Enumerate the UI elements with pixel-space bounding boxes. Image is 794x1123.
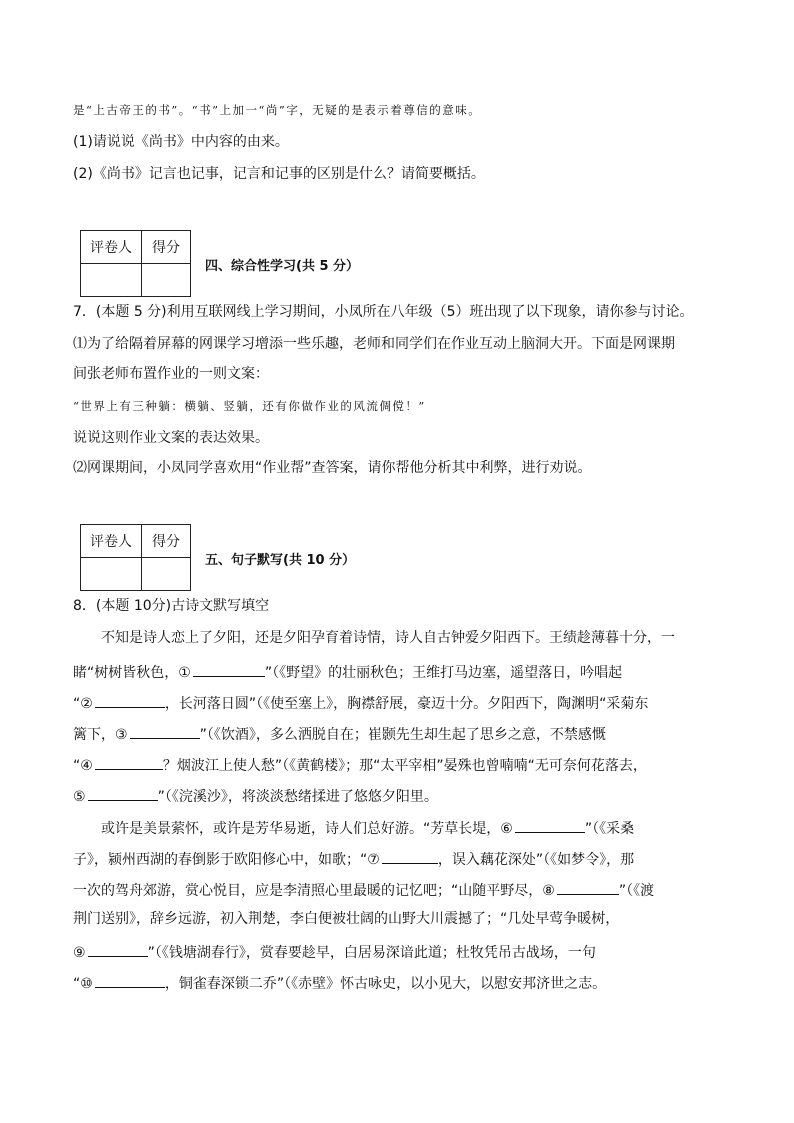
line-text-pre: “ xyxy=(73,976,81,992)
question-7-1-line-b: 间张老师布置作业的一则文案： xyxy=(73,366,269,382)
para1-line xyxy=(73,691,648,714)
question-6-1: (1)请说说《尚书》中内容的由来。 xyxy=(73,134,289,150)
fill-blank-9[interactable] xyxy=(88,940,148,957)
grader-label: 评卷人 xyxy=(81,525,142,558)
score-cell xyxy=(142,264,191,297)
score-label: 得分 xyxy=(142,525,191,558)
line-text-pre: “ xyxy=(73,758,81,774)
fill-blank-4[interactable] xyxy=(95,753,163,770)
blank-number: ⑤ xyxy=(73,789,86,805)
line-text-post: ？烟波江上使人愁”（《黄鹤楼》；那“太平宰相”晏殊也曾喃喃“无可奈何花落去， xyxy=(162,758,647,774)
section-4-title: 四、综合性学习(共 5 分） xyxy=(205,259,360,274)
line-text-pre: “ xyxy=(73,696,81,712)
fill-blank-8[interactable] xyxy=(557,878,619,895)
blank-number: ⑧ xyxy=(542,883,555,899)
line-text-pre: 或许是美景萦怀，或许是芳华易逝，诗人们总好游。“芳草长堤， xyxy=(101,821,501,837)
para1-line xyxy=(73,753,647,776)
question-7-1-line-a: ⑴为了给隔着屏幕的网课学习增添一些乐趣，老师和同学们在作业互动上脑洞大开。下面是网课期 xyxy=(73,336,675,352)
question-7-intro: 7．(本题 5 分)利用互联网线上学习期间，小凤所在八年级（5）班出现了以下现象，请你参与讨论。 xyxy=(73,304,694,320)
line-text-post: ，铜雀春深锁二乔”（《赤壁》怀古咏史，以小见大，以慰安邦济世之志。 xyxy=(164,976,607,992)
fill-blank-7[interactable] xyxy=(382,847,438,864)
blank-number: ③ xyxy=(115,727,128,743)
line-text-post: ”（《钱塘湖春行》，赏春要趁早，白居易深谙此道；杜牧凭吊古战场，一句 xyxy=(147,945,596,961)
blank-number: ⑩ xyxy=(80,976,93,992)
fill-blank-6[interactable] xyxy=(515,816,585,833)
para2-line xyxy=(73,878,654,901)
blank-number: ② xyxy=(80,696,93,712)
para1-line xyxy=(73,722,606,745)
para2-line xyxy=(73,909,619,929)
para2-line xyxy=(101,816,634,839)
blank-number: ⑥ xyxy=(500,821,513,837)
score-label: 得分 xyxy=(142,231,191,264)
fill-blank-3[interactable] xyxy=(130,722,200,739)
blank-number: ⑨ xyxy=(73,945,86,961)
question-8-intro: 8．(本题 10分)古诗文默写填空 xyxy=(73,598,270,614)
blank-number: ⑦ xyxy=(367,852,380,868)
score-table-section-4 xyxy=(80,230,191,297)
grader-cell xyxy=(81,558,142,591)
line-text-post: ，长河落日圆”（《使至塞上》，胸襟舒展，豪迈十分。夕阳西下，陶渊明“采菊东 xyxy=(164,696,649,712)
line-text-post: ”（《饮酒》，多么洒脱自在；崔颢先生却生起了思乡之意，不禁感慨 xyxy=(199,727,606,743)
line-text-post: ”（《渡 xyxy=(618,883,655,899)
para1-line xyxy=(73,784,438,807)
question-6-2: (2)《尚书》记言也记事，记言和记事的区别是什么？请简要概括。 xyxy=(73,166,485,182)
fill-blank-1[interactable] xyxy=(193,660,265,677)
fill-blank-2[interactable] xyxy=(95,691,165,708)
passage-ending-line: 是“上古帝王的书”。“书”上加一“尚”字，无疑的是表示着尊信的意味。 xyxy=(73,103,482,117)
blank-number: ④ xyxy=(80,758,93,774)
line-text-pre: 篱下， xyxy=(73,727,115,743)
line-text-pre: 一次的驾舟郊游，赏心悦目，应是李清照心里最暖的记忆吧；“山随平野尽， xyxy=(73,883,543,899)
line-text-pre: 睹“树树皆秋色， xyxy=(73,665,179,681)
question-7-1-line-c: 说说这则作业文案的表达效果。 xyxy=(73,430,269,446)
para2-line xyxy=(73,940,596,963)
para1-line xyxy=(101,628,675,648)
fill-blank-10[interactable] xyxy=(95,971,165,988)
para2-line xyxy=(73,847,634,870)
para1-line xyxy=(73,660,622,683)
score-table-section-5 xyxy=(80,524,191,591)
para1-line-text: 不知是诗人恋上了夕阳，还是夕阳孕育着诗情，诗人自古钟爱夕阳西下。王绩趁薄暮十分，一 xyxy=(101,630,675,646)
line-text-post: ”（《浣溪沙》，将淡淡愁绪揉进了悠悠夕阳里。 xyxy=(157,789,438,805)
fill-blank-5[interactable] xyxy=(88,784,158,801)
section-5-title: 五、句子默写(共 10 分） xyxy=(205,553,356,568)
grader-cell xyxy=(81,264,142,297)
blank-number: ① xyxy=(178,665,191,681)
line-text-post: ”（《采桑 xyxy=(584,821,635,837)
line-text-pre: 子》，颍州西湖的春倒影于欧阳修心中，如歌；“ xyxy=(73,852,368,868)
score-cell xyxy=(142,558,191,591)
para2-line xyxy=(73,971,606,994)
line-text-pre: 荆门送别》，辞乡远游，初入荆楚，李白便被壮阔的山野大川震撼了；“几处早莺争暖树， xyxy=(73,911,620,927)
grader-label: 评卷人 xyxy=(81,231,142,264)
question-7-2: ⑵网课期间，小凤同学喜欢用“作业帮”查答案，请你帮他分析其中利弊，进行劝说。 xyxy=(73,460,592,476)
homework-quote: “世界上有三种躺：横躺、竖躺，还有你做作业的风流倜傥！” xyxy=(73,399,426,413)
line-text-post: ”（《野望》的壮丽秋色；王维打马边塞，遥望落日，吟唱起 xyxy=(264,665,623,681)
line-text-post: ，误入藕花深处”（《如梦令》，那 xyxy=(437,852,635,868)
